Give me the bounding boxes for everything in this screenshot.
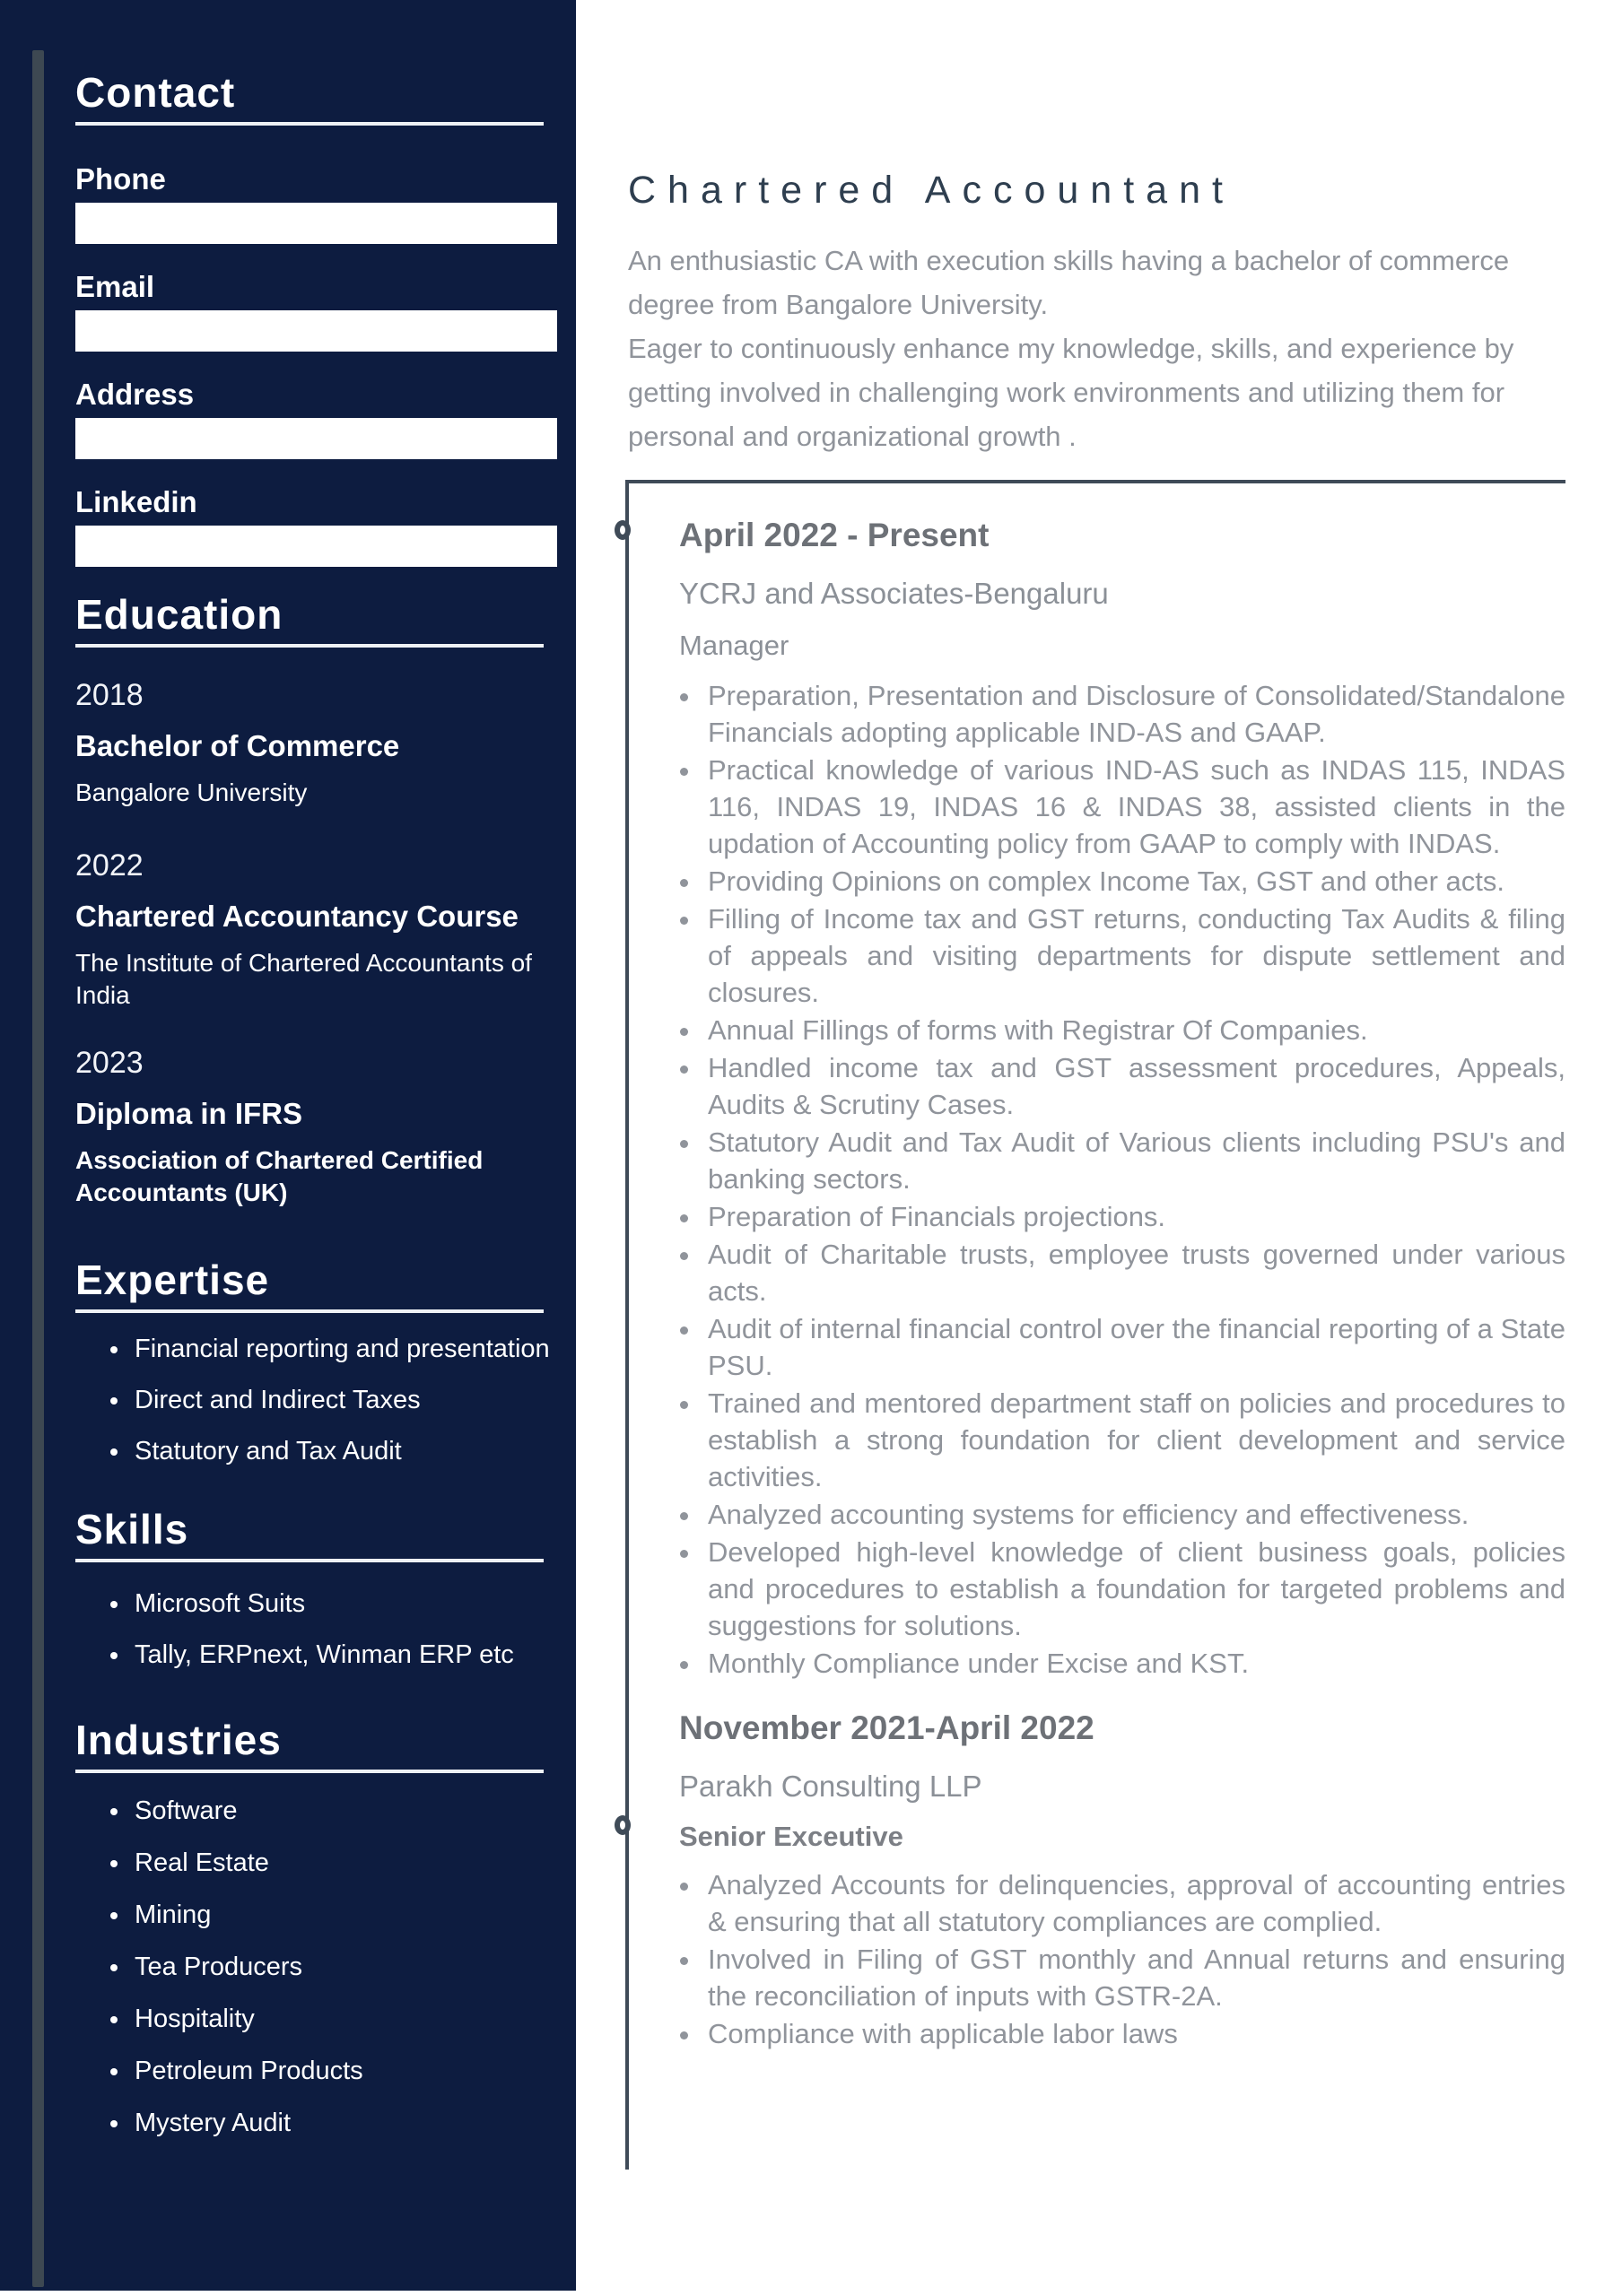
education-school: Association of Chartered Certified Accountants (UK) [75, 1146, 484, 1206]
experience-bullet: • Handled income tax and GST assessment procedures, Appeals, Audits & Scrutiny Cases. [702, 1049, 1565, 1123]
experience-bullet: • Developed high-level knowledge of client business goals, policies and procedures to establish a foundation for targeted problems and suggestions for solutions. [702, 1534, 1565, 1644]
email-field [75, 310, 557, 352]
experience-bullet: • Audit of Charitable trusts, employee trusts governed under various acts. [702, 1236, 1565, 1309]
expertise-item: • Financial reporting and presentation [131, 1331, 557, 1367]
industry-item: • Petroleum Products [131, 2053, 557, 2089]
experience-timeline [625, 480, 1565, 2170]
education-item [75, 848, 557, 1012]
contact-underline [75, 122, 544, 126]
timeline-node-icon [615, 1815, 631, 1835]
experience-entry [679, 1709, 1565, 2052]
education-item [75, 678, 557, 809]
expertise-list [75, 1331, 557, 1469]
education-degree: Chartered Accountancy Course [75, 900, 519, 933]
skill-item: • Microsoft Suits [131, 1586, 557, 1622]
education-degree: Bachelor of Commerce [75, 729, 400, 762]
industry-item: • Real Estate [131, 1845, 557, 1881]
main-column [576, 0, 1622, 2170]
education-underline [75, 644, 544, 648]
experience-bullet: • Involved in Filing of GST monthly and Annual returns and ensuring the reconciliation of inputs with GSTR-2A. [702, 1941, 1565, 2014]
experience-bullet: • Annual Fillings of forms with Registrar Of Companies. [702, 1012, 1565, 1048]
industries-underline [75, 1770, 544, 1773]
summary [628, 239, 1568, 458]
experience-bullet: • Analyzed Accounts for delinquencies, approval of accounting entries & ensuring that all statutory compliances are complied. [702, 1866, 1565, 1940]
industry-item: • Mystery Audit [131, 2105, 557, 2141]
entry-role: Manager [679, 630, 789, 661]
accent-stripe [32, 50, 44, 2287]
entry-period: November 2021-April 2022 [679, 1709, 1094, 1746]
industry-item: • Mining [131, 1897, 557, 1933]
industries-list [75, 1793, 557, 2141]
experience-entry [679, 516, 1565, 1682]
phone-field [75, 203, 557, 244]
summary-paragraph: Eager to continuously enhance my knowledge, skills, and experience by getting involved in challenging work environments and utilizing them for personal and organizational growth . [628, 333, 1514, 452]
linkedin-label: Linkedin [75, 485, 197, 518]
timeline-node-icon [615, 520, 631, 540]
experience-bullet: • Analyzed accounting systems for efficiency and effectiveness. [702, 1496, 1565, 1533]
education-year: 2022 [75, 848, 144, 883]
sidebar-content [75, 68, 557, 2157]
linkedin-field [75, 526, 557, 567]
education-school: Bangalore University [75, 778, 308, 806]
entry-role: Senior Exceutive [679, 1821, 903, 1852]
skill-item: • Tally, ERPnext, Winman ERP etc [131, 1637, 557, 1673]
experience-bullet: • Providing Opinions on complex Income Tax, GST and other acts. [702, 863, 1565, 900]
summary-paragraph: An enthusiastic CA with execution skills having a bachelor of commerce degree from Bangalore University. [628, 245, 1510, 320]
entry-period: April 2022 - Present [679, 517, 990, 553]
experience-bullet: • Audit of internal financial control over the financial reporting of a State PSU. [702, 1310, 1565, 1384]
sidebar [0, 0, 576, 2291]
page-title: Chartered Accountant [628, 169, 1234, 212]
education-year: 2023 [75, 1046, 144, 1080]
experience-bullet: • Preparation, Presentation and Disclosure of Consolidated/Standalone Financials adopting applicable IND-AS and GAAP. [702, 677, 1565, 751]
contact-heading: Contact [75, 69, 236, 116]
experience-bullets [679, 1866, 1565, 2052]
entry-company: Parakh Consulting LLP [679, 1770, 982, 1803]
address-label: Address [75, 378, 195, 411]
education-school: The Institute of Chartered Accountants of India [75, 949, 532, 1009]
expertise-heading: Expertise [75, 1257, 270, 1303]
experience-bullet: • Monthly Compliance under Excise and KST. [702, 1645, 1565, 1682]
experience-bullet: • Compliance with applicable labor laws [702, 2015, 1565, 2052]
email-label: Email [75, 270, 155, 303]
phone-label: Phone [75, 162, 166, 196]
experience-bullets [679, 677, 1565, 1682]
address-field [75, 418, 557, 459]
industry-item: • Tea Producers [131, 1949, 557, 1985]
education-heading: Education [75, 591, 283, 638]
industry-item: • Software [131, 1793, 557, 1829]
skills-underline [75, 1559, 544, 1562]
skills-heading: Skills [75, 1506, 189, 1552]
industries-heading: Industries [75, 1717, 282, 1763]
expertise-item: • Statutory and Tax Audit [131, 1433, 557, 1469]
experience-bullet: • Statutory Audit and Tax Audit of Various clients including PSU's and banking sectors. [702, 1124, 1565, 1197]
skills-list [75, 1586, 557, 1673]
entry-company: YCRJ and Associates-Bengaluru [679, 577, 1109, 610]
experience-bullet: • Preparation of Financials projections. [702, 1198, 1565, 1235]
experience-bullet: • Trained and mentored department staff on policies and procedures to establish a strong foundation for client development and service activities. [702, 1385, 1565, 1495]
experience-bullet: • Practical knowledge of various IND-AS such as INDAS 115, INDAS 116, INDAS 19, INDAS 16 & INDAS 38, assisted clients in the updation of Accounting policy from GAAP to comply with INDAS. [702, 752, 1565, 862]
education-item [75, 1046, 557, 1209]
expertise-item: • Direct and Indirect Taxes [131, 1382, 557, 1418]
expertise-underline [75, 1309, 544, 1313]
industry-item: • Hospitality [131, 2001, 557, 2037]
experience-bullet: • Filling of Income tax and GST returns, conducting Tax Audits & filing of appeals and visiting departments for dispute settlement and closures. [702, 900, 1565, 1011]
education-degree: Diploma in IFRS [75, 1097, 303, 1130]
education-year: 2018 [75, 678, 144, 712]
